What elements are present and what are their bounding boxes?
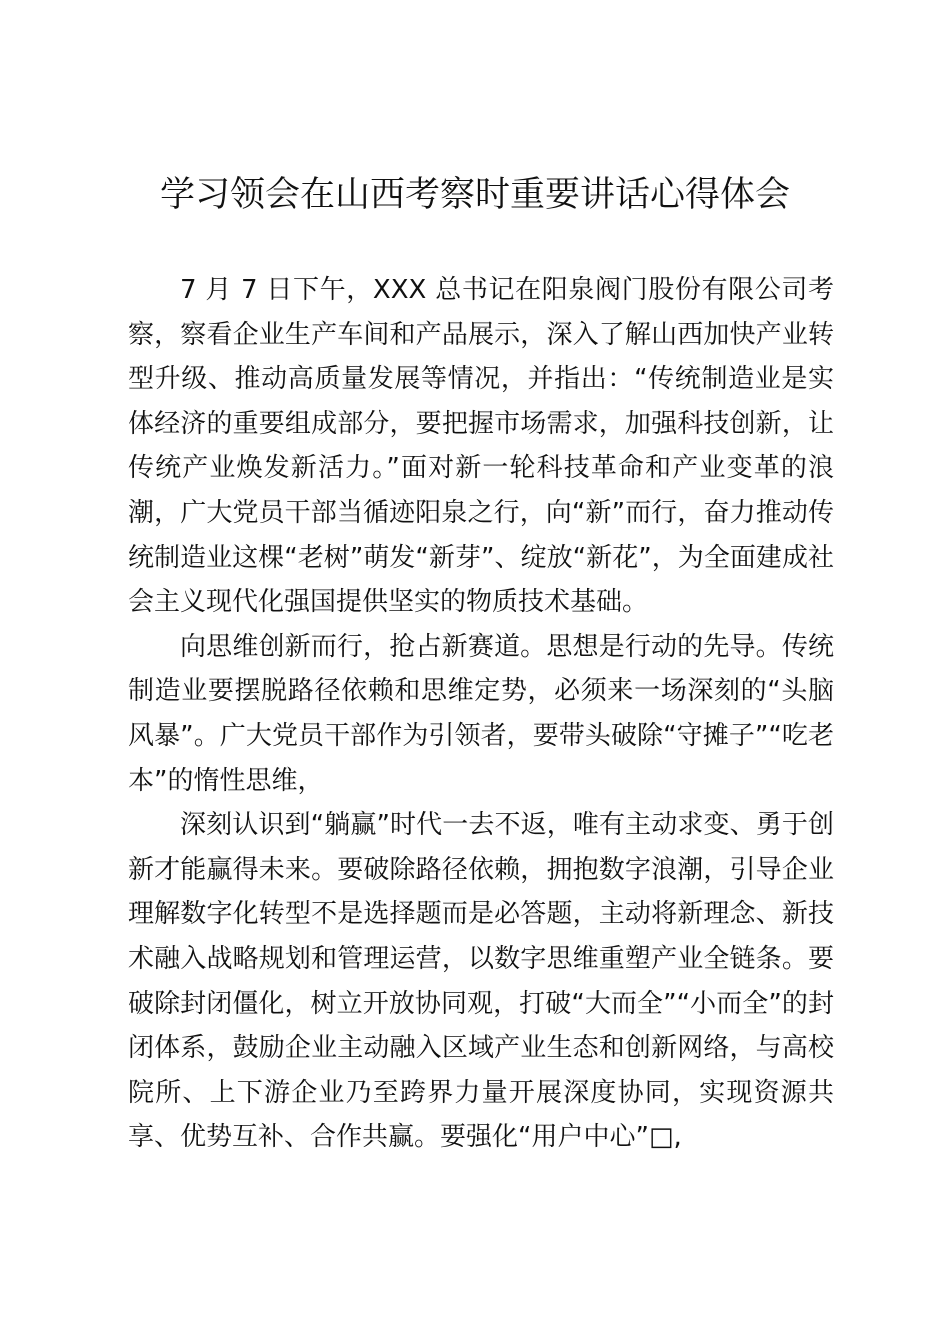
paragraph-2: 向思维创新而行，抢占新赛道。思想是行动的先导。传统制造业要摆脱路径依赖和思维定势，必须来一场深刻的“头脑风暴”。广大党员干部作为引领者，要带头破除“守摊子”“吃老本”的惰性思维， (128, 631, 834, 796)
paragraph-3: 深刻认识到“躺赢”时代一去不返，唯有主动求变、勇于创新才能赢得未来。要破除路径依赖，拥抱数字浪潮，引导企业理解数字化转型不是选择题而是必答题，主动将新理念、新技术融入战略规划和管理运营，以数字思维重塑产业全链条。要破除封闭僵化，树立开放协同观，打破“大而全”“小而全”的封闭体系，鼓励企业主动融入区域产业生态和创新网络，与高校院所、上下游企业乃至跨界力量开展深度协同，实现资源共享、优势互补、合作共赢。要强化“用户中心”□, (128, 810, 834, 1153)
document-title: 学习领会在山西考察时重要讲话心得体会 (159, 175, 790, 215)
paragraph-1: 7 月 7 日下午，XXX 总书记在阳泉阀门股份有限公司考察，察看企业生产车间和产品展示，深入了解山西加快产业转型升级、推动高质量发展等情况，并指出：“传统制造业是实体经济的重要组成部分，要把握市场需求，加强科技创新，让传统产业焕发新活力。”面对新一轮科技革命和产业变革的浪潮，广大党员干部当循迹阳泉之行，向“新”而行，奋力推动传统制造业这棵“老树”萌发“新芽”、绽放“新花”，为全面建成社会主义现代化强国提供坚实的物质技术基础。 (128, 275, 834, 618)
document-body (128, 268, 834, 1160)
